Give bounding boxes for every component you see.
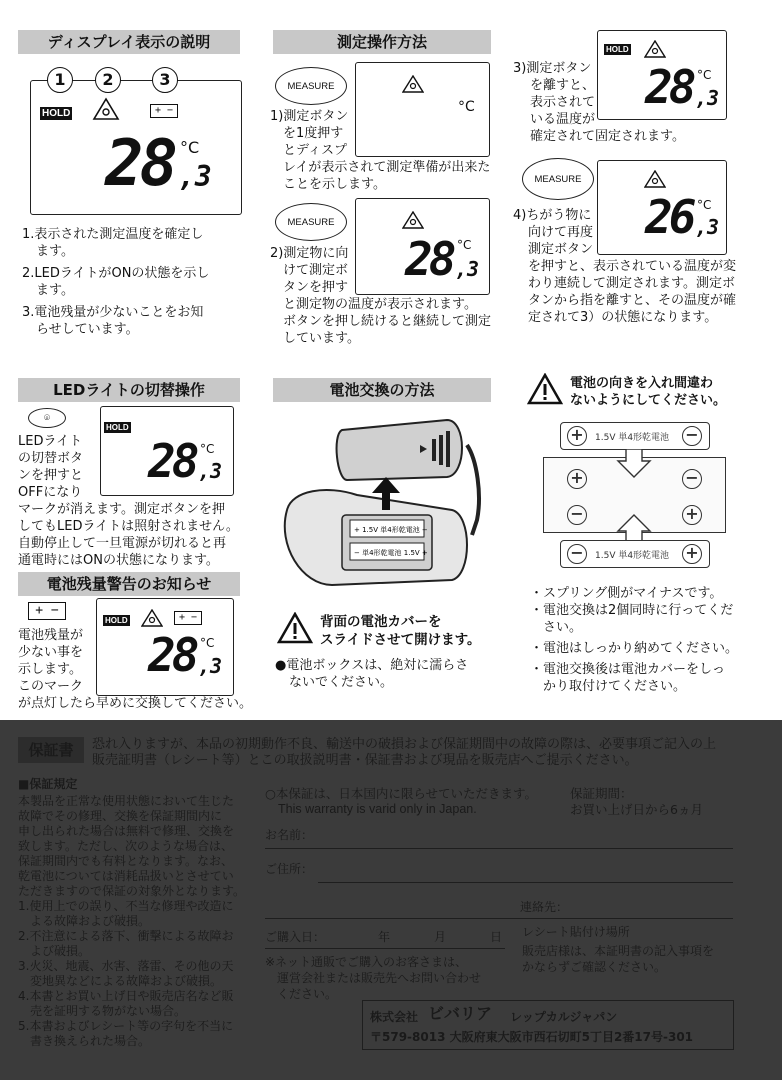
warranty-badge: 保証書 (18, 737, 84, 763)
orientation-note-3: さい。 (530, 620, 583, 635)
address-label: ご住所： (265, 862, 314, 876)
battery-warning-temp-decimal: ,3 (198, 654, 223, 678)
caution-line-1: 背面の電池カバーを (320, 614, 442, 630)
step3-led-icon (644, 40, 666, 58)
name-label: お名前： (265, 828, 314, 842)
purchase-month: 月 (434, 930, 447, 944)
step3-unit: °C (697, 68, 712, 82)
company-name: ビバリア (428, 1004, 493, 1023)
battery-warning-temp-main: 28 (148, 628, 196, 682)
battery-warning-line-3: 示します。 (18, 662, 82, 677)
led-temp-decimal: ,3 (198, 459, 223, 483)
warranty-rules-title: ■保証規定 (18, 777, 78, 791)
marker-2: 2 (95, 67, 121, 93)
step1-line-3: とディスプ (283, 143, 347, 158)
warranty-english-note: This warranty is varid only in Japan. (278, 802, 477, 816)
step4-line-6: タンから指を離すと、その温度が確 (528, 293, 737, 308)
marker-1: 1 (47, 67, 73, 93)
rule-line-1: 故障でその修理、交換を保証期間内に (18, 809, 223, 823)
company-prefix: 株式会社 (370, 1010, 419, 1024)
led-hold: HOLD (106, 423, 129, 432)
step4-line-3: 測定ボタン (528, 242, 594, 257)
rule-line-14: 売を証明する物がない場合。 (18, 1004, 187, 1018)
orientation-note-4: ・電池はしっかり納めてください。 (530, 641, 739, 656)
purchase-year: 年 (378, 930, 391, 944)
rule-line-8: よる故障および破損。 (18, 914, 151, 928)
battery-replace-title: 電池交換の方法 (273, 378, 491, 402)
step1-line-4: レイが表示されて測定準備が出来た (283, 160, 491, 175)
step3-temp-main: 28 (645, 60, 693, 114)
step2-temp-decimal: ,3 (455, 257, 480, 281)
orientation-note-5: ・電池交換後は電池カバーをしっ (530, 662, 726, 677)
address-line-1 (318, 882, 733, 883)
warranty-japan-only: ○本保証は、日本国内に限らせていただきます。 (265, 786, 538, 801)
led-section-title: LEDライトの切替操作 (18, 378, 240, 402)
rule-line-10: よび破損。 (18, 944, 91, 958)
led-line-7: 自動停止して一旦電源が切れると再 (18, 536, 227, 551)
battery-cell-bottom-label: 1.5V 単4形乾電池 (595, 551, 670, 561)
step3-temp-decimal: ,3 (695, 86, 720, 110)
warranty-period-value: お買い上げ日から6ヵ月 (570, 802, 703, 817)
measure-button-step4: MEASURE (522, 158, 594, 200)
step3-line-2: を離すと、 (530, 78, 596, 93)
display-item-2b: ます。 (36, 283, 74, 298)
step2-unit: °C (457, 238, 472, 252)
rule-line-7: 1.使用上での誤り、不当な修理や改造に (18, 899, 234, 913)
step2-line-1: 2)測定物に向 (270, 246, 349, 261)
caution-icon (277, 612, 313, 644)
rule-line-0: 本製品を正常な使用状態において生じた (18, 794, 235, 808)
orientation-warning-line-1: 電池の向きを入れ間違わ (570, 376, 714, 391)
step1-line-2: を1度押す (283, 126, 344, 141)
rule-line-13: 4.本書とお買い上げ日や販売店名など販 (18, 989, 234, 1003)
rule-line-2: 申し出られた場合は無料で修理、交換を (18, 824, 235, 838)
display-item-3b: らせしています。 (36, 322, 139, 337)
step2-line-5: ボタンを押し続けると継続して測定 (283, 314, 492, 329)
online-note-2: 運営会社または販売先へお問い合わせ (265, 971, 482, 985)
step4-temp-main: 26 (645, 190, 693, 244)
rule-line-12: 変地異などによる故障および破損。 (18, 974, 223, 988)
step4-line-4: を押すと、表示されている温度が変 (528, 259, 737, 274)
measure-button: MEASURE (275, 67, 347, 105)
holder-plus-1: + (567, 469, 587, 489)
step4-line-5: わり連続して測定されます。測定ボ (528, 276, 735, 291)
holder-plus-2: + (682, 505, 702, 525)
led-switch-button-icon: ⌾ (28, 408, 66, 428)
step3-line-4: いる温度が (530, 112, 596, 127)
led-line-4: OFFになり (18, 485, 83, 500)
receipt-label: レシート貼付け場所 (522, 925, 630, 939)
led-line-2: の切替ボタ (18, 451, 84, 466)
led-line-5: マークが消えます。測定ボタンを押 (18, 502, 225, 517)
step4-led-icon (644, 170, 666, 188)
step1-line-5: ことを示します。 (283, 177, 386, 192)
warranty-period-label: 保証期間： (570, 786, 633, 801)
step4-unit: °C (697, 198, 712, 212)
battery-warning-line-1: 電池残量が (18, 628, 84, 643)
step4-line-1: 4)ちがう物に (513, 208, 592, 223)
minus-symbol: − (682, 426, 702, 446)
down-arrow-icon (616, 449, 652, 479)
up-arrow-icon (616, 513, 652, 543)
led-light-icon (92, 97, 120, 121)
name-line (265, 848, 733, 849)
svg-text:+ 1.5V 単4形乾電池 −: + 1.5V 単4形乾電池 − (354, 526, 428, 534)
thermometer-battery-illustration (272, 415, 497, 595)
step4-temp-decimal: ,3 (695, 215, 720, 239)
contact-label: 連絡先： (520, 900, 569, 914)
display-unit: °C (180, 138, 200, 157)
battery-warning-title: 電池残量警告のお知らせ (18, 572, 240, 596)
step2-line-6: しています。 (283, 331, 360, 346)
rule-line-15: 5.本書およびレシート等の字句を不当に (18, 1019, 234, 1033)
holder-minus-2: − (567, 505, 587, 525)
bottom-minus-symbol: − (567, 544, 587, 564)
display-temp-main: 28 (105, 127, 175, 201)
battery-warning-unit: °C (200, 636, 215, 650)
led-line-8: 通電時にはONの状態になります。 (18, 553, 219, 568)
step3-hold: HOLD (606, 45, 629, 54)
bottom-plus-symbol: + (682, 544, 702, 564)
svg-text:− 単4形乾電池 1.5V +: − 単4形乾電池 1.5V + (354, 549, 428, 557)
display-item-2a: 2.LEDライトがONの状態を示し (22, 266, 210, 281)
battery-note-line-2: ないでください。 (289, 675, 394, 690)
rule-line-4: 保証期間内でも有料となります。なお、 (18, 854, 234, 868)
display-section-title: ディスプレイ表示の説明 (18, 30, 240, 54)
display-item-3a: 3.電池残量が少ないことをお知 (22, 305, 204, 320)
company-address: 〒579-8013 大阪府東大阪市西石切町5丁目2番17号-301 (370, 1030, 694, 1044)
marker-3: 3 (152, 67, 178, 93)
orientation-warning-line-2: ないようにしてください。 (570, 393, 727, 408)
step4-line-7: 定されて3）の状態になります。 (528, 310, 718, 325)
battery-warning-line-2: 少ない事を (18, 645, 84, 660)
step1-unit: °C (458, 99, 475, 115)
step3-line-1: 3)測定ボタン (513, 61, 592, 76)
orientation-warning-icon (527, 373, 563, 405)
battery-warning-led-icon (141, 609, 163, 627)
rule-line-5: 乾電池については消耗品扱いとさせてい (18, 869, 234, 883)
step1-line-1: 1)測定ボタン (270, 109, 349, 124)
battery-warning-hold: HOLD (105, 616, 128, 625)
rule-line-6: ただきますので保証の対象外となります。 (18, 884, 246, 898)
step4-line-2: 向けて再度 (528, 225, 594, 240)
measure-section-title: 測定操作方法 (273, 30, 491, 54)
holder-minus-1: − (682, 469, 702, 489)
orientation-note-1: ・スプリング側がマイナスです。 (530, 586, 723, 601)
warranty-intro-1: 恐れ入りますが、本品の初期動作不良、輸送中の破損および保証期間中の故障の際は、必要事項ご記入の上 (92, 737, 717, 752)
battery-warning-lcd-battery: + − (174, 611, 202, 625)
online-note-1: ※ネット通販でご購入のお客さまは、 (265, 955, 468, 969)
led-line-1: LEDライト (18, 434, 83, 449)
battery-warning-line-4: このマーク (18, 679, 84, 694)
purchase-day: 日 (490, 930, 503, 944)
battery-warning-line-5: が点灯したら早めに交換してください。 (18, 696, 253, 711)
online-note-3: ください。 (265, 987, 338, 1001)
battery-note-line-1: ●電池ボックスは、絶対に濡らさ (275, 658, 469, 673)
hold-indicator: HOLD (42, 108, 71, 119)
rule-line-11: 3.火災、地震、水害、落雷、その他の天 (18, 959, 234, 973)
led-temp-main: 28 (148, 434, 196, 488)
led-line-6: してもLEDライトは照射されません。 (18, 519, 239, 534)
led-unit: °C (200, 442, 215, 456)
step2-line-2: けて測定ボ (283, 263, 349, 278)
purchase-line (265, 948, 505, 949)
rule-line-16: 書き換えられた場合。 (18, 1034, 151, 1048)
orientation-note-6: かり取付けてください。 (530, 679, 687, 694)
step3-line-3: 表示されて (530, 95, 596, 110)
plus-symbol: + (567, 426, 587, 446)
step2-led-icon (402, 211, 424, 229)
battery-cell-top-label: 1.5V 単4形乾電池 (595, 433, 670, 443)
display-item-1a: 1.表示された測定温度を確定し (22, 227, 204, 242)
store-note-2: かならずご確認ください。 (522, 960, 667, 974)
purchase-date-label: ご購入日： (265, 930, 326, 944)
orientation-note-2: ・電池交換は2個同時に行ってくだ (530, 603, 734, 618)
battery-warning-icon: + − (28, 602, 66, 620)
step2-line-3: タンを押す (283, 280, 349, 295)
step2-temp-main: 28 (405, 232, 453, 286)
display-item-1b: ます。 (36, 244, 74, 259)
step1-led-icon (402, 75, 424, 93)
led-line-3: ンを押すと (18, 468, 84, 483)
rule-line-3: 致します。ただし、次のような場合は、 (18, 839, 234, 853)
address-line-2 (265, 918, 733, 919)
display-temp-decimal: ,3 (178, 160, 212, 193)
step3-line-5: 確定されて固定されます。 (530, 129, 685, 144)
company-suffix: レップカルジャパン (510, 1010, 618, 1024)
warranty-intro-2: 販売証明書（レシート等）とこの取扱説明書・保証書および現品を販売店へご提示ください。 (92, 753, 638, 768)
battery-icon: + − (150, 104, 178, 118)
caution-line-2: スライドさせて開けます。 (320, 632, 481, 648)
rule-line-9: 2.不注意による落下、衝撃による故障お (18, 929, 234, 943)
step2-line-4: と測定物の温度が表示されます。 (283, 297, 477, 312)
measure-button-step2: MEASURE (275, 203, 347, 241)
store-note-1: 販売店様は、本証明書の記入事項を (522, 944, 715, 958)
